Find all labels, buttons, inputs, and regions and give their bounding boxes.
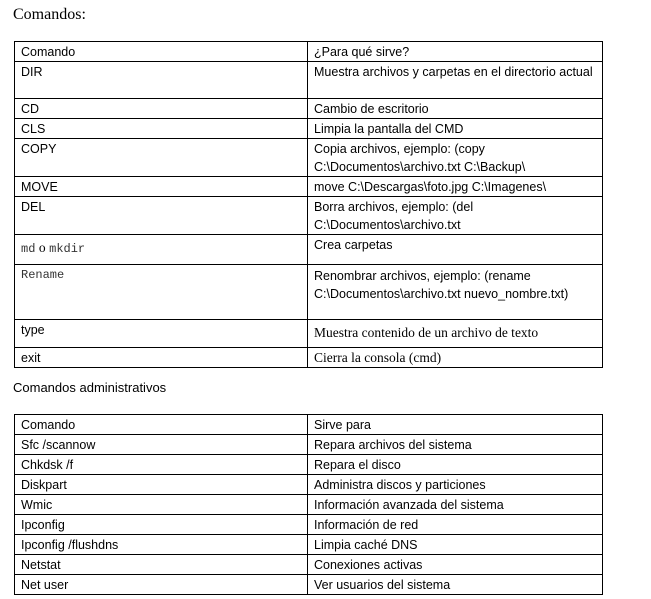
admin-commands-table xyxy=(14,414,603,595)
table-row xyxy=(15,265,603,320)
command-cell: Sfc /scannow xyxy=(15,435,308,455)
header-purpose: Sirve para xyxy=(308,415,603,435)
purpose-cell: Muestra contenido de un archivo de texto xyxy=(308,320,603,348)
command-mkdir: mkdir xyxy=(49,242,86,256)
command-cell: type xyxy=(15,320,308,348)
table-row xyxy=(15,99,603,119)
purpose-cell: Información avanzada del sistema xyxy=(308,495,603,515)
command-cell: Diskpart xyxy=(15,475,308,495)
purpose-cell: Muestra archivos y carpetas en el directorio actual xyxy=(308,62,603,99)
table-row xyxy=(15,139,603,177)
table-row xyxy=(15,455,603,475)
header-command: Comando xyxy=(15,42,308,62)
table-row xyxy=(15,348,603,368)
command-md: md xyxy=(21,242,36,256)
purpose-cell: Borra archivos, ejemplo: (del C:\Documentos\archivo.txt xyxy=(308,197,603,235)
section-heading-comandos: Comandos: xyxy=(13,6,86,23)
table-row xyxy=(15,515,603,535)
command-cell: CD xyxy=(15,99,308,119)
table-row xyxy=(15,62,603,99)
command-cell: exit xyxy=(15,348,308,368)
table-row xyxy=(15,320,603,348)
command-cell: Ipconfig xyxy=(15,515,308,535)
purpose-cell: Limpia caché DNS xyxy=(308,535,603,555)
purpose-cell: Repara archivos del sistema xyxy=(308,435,603,455)
commands-table xyxy=(14,41,603,368)
table-row xyxy=(15,119,603,139)
command-cell: Ipconfig /flushdns xyxy=(15,535,308,555)
command-cell: CLS xyxy=(15,119,308,139)
purpose-cell: Información de red xyxy=(308,515,603,535)
table-row xyxy=(15,235,603,265)
table-row xyxy=(15,435,603,455)
table-row xyxy=(15,555,603,575)
command-cell: Chkdsk /f xyxy=(15,455,308,475)
table-row xyxy=(15,575,603,595)
command-separator: o xyxy=(38,240,46,255)
table-row xyxy=(15,495,603,515)
purpose-cell: move C:\Descargas\foto.jpg C:\Imagenes\ xyxy=(308,177,603,197)
table-row xyxy=(15,177,603,197)
purpose-cell: Repara el disco xyxy=(308,455,603,475)
purpose-cell: Cambio de escritorio xyxy=(308,99,603,119)
table-header-row xyxy=(15,42,603,62)
table-row xyxy=(15,535,603,555)
purpose-cell: Copia archivos, ejemplo: (copy C:\Documentos\archivo.txt C:\Backup\ xyxy=(308,139,603,177)
command-cell: COPY xyxy=(15,139,308,177)
table-row xyxy=(15,475,603,495)
purpose-cell: Limpia la pantalla del CMD xyxy=(308,119,603,139)
table-header-row xyxy=(15,415,603,435)
purpose-cell: Ver usuarios del sistema xyxy=(308,575,603,595)
purpose-cell: Crea carpetas xyxy=(308,235,603,265)
command-cell: Netstat xyxy=(15,555,308,575)
table-row xyxy=(15,197,603,235)
purpose-cell: Administra discos y particiones xyxy=(308,475,603,495)
command-cell: Wmic xyxy=(15,495,308,515)
command-cell: DEL xyxy=(15,197,308,235)
command-cell: MOVE xyxy=(15,177,308,197)
command-cell: DIR xyxy=(15,62,308,99)
command-cell xyxy=(15,235,308,265)
header-purpose: ¿Para qué sirve? xyxy=(308,42,603,62)
purpose-cell: Conexiones activas xyxy=(308,555,603,575)
command-cell: Net user xyxy=(15,575,308,595)
command-cell: Rename xyxy=(15,265,308,320)
section-heading-admin: Comandos administrativos xyxy=(13,380,167,395)
purpose-cell: Cierra la consola (cmd) xyxy=(308,348,603,368)
header-command: Comando xyxy=(15,415,308,435)
purpose-cell: Renombrar archivos, ejemplo: (rename C:\Documentos\archivo.txt nuevo_nombre.txt) xyxy=(308,265,603,320)
